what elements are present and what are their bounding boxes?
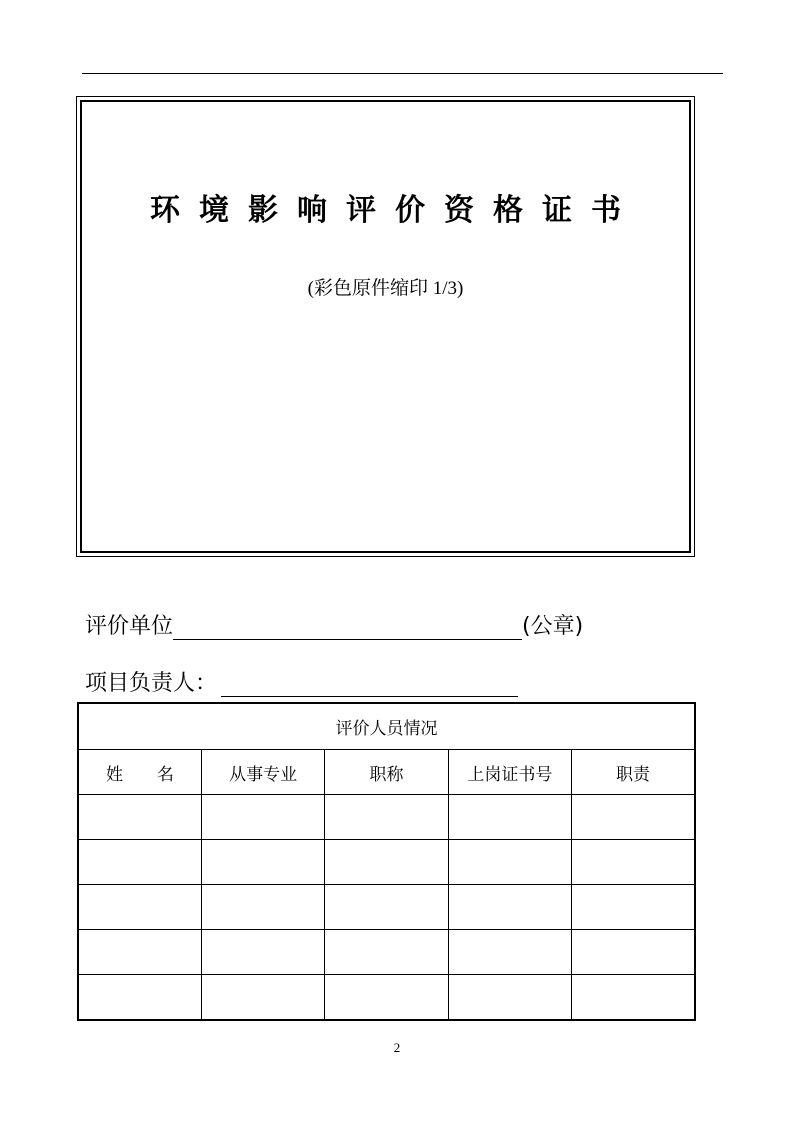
project-leader-field xyxy=(85,666,518,697)
table-cell[interactable] xyxy=(325,975,448,1021)
project-leader-label: 项目负责人： xyxy=(85,671,218,696)
table-cell[interactable] xyxy=(448,840,571,885)
evaluation-unit-field xyxy=(85,609,583,640)
table-cell[interactable] xyxy=(78,795,201,840)
certificate-frame xyxy=(76,96,695,557)
table-cell[interactable] xyxy=(201,975,324,1021)
table-cell[interactable] xyxy=(572,930,695,975)
staff-table-header-row xyxy=(78,750,695,795)
table-cell[interactable] xyxy=(78,840,201,885)
table-cell[interactable] xyxy=(78,930,201,975)
table-cell[interactable] xyxy=(325,930,448,975)
certificate-inner-frame xyxy=(80,100,691,553)
official-seal-note: (公章) xyxy=(522,614,584,639)
table-cell[interactable] xyxy=(572,885,695,930)
staff-table xyxy=(77,702,696,1021)
certificate-note: (彩色原件缩印 1/3) xyxy=(307,278,464,299)
table-cell[interactable] xyxy=(201,840,324,885)
table-row xyxy=(78,795,695,840)
table-cell[interactable] xyxy=(572,840,695,885)
evaluation-unit-blank[interactable] xyxy=(173,617,522,640)
header-certificate-number: 上岗证书号 xyxy=(448,750,571,795)
table-row xyxy=(78,975,695,1021)
table-cell[interactable] xyxy=(78,885,201,930)
table-cell[interactable] xyxy=(448,930,571,975)
table-cell[interactable] xyxy=(78,975,201,1021)
table-cell[interactable] xyxy=(201,885,324,930)
table-row xyxy=(78,840,695,885)
staff-table-caption: 评价人员情况 xyxy=(78,703,695,750)
header-title: 职称 xyxy=(325,750,448,795)
table-row xyxy=(78,930,695,975)
table-cell[interactable] xyxy=(448,795,571,840)
table-cell[interactable] xyxy=(325,885,448,930)
table-cell[interactable] xyxy=(201,795,324,840)
header-specialty: 从事专业 xyxy=(201,750,324,795)
header-name: 姓 名 xyxy=(78,750,201,795)
certificate-title: 环境影响评价资格证书 xyxy=(150,193,640,228)
table-row xyxy=(78,885,695,930)
table-cell[interactable] xyxy=(572,975,695,1021)
table-cell[interactable] xyxy=(325,795,448,840)
header-rule xyxy=(82,73,723,74)
page-number: 2 xyxy=(393,1040,401,1055)
table-cell[interactable] xyxy=(448,975,571,1021)
header-duty: 职责 xyxy=(572,750,695,795)
project-leader-blank[interactable] xyxy=(221,674,518,697)
table-cell[interactable] xyxy=(325,840,448,885)
table-cell[interactable] xyxy=(201,930,324,975)
table-cell[interactable] xyxy=(448,885,571,930)
staff-table-caption-row xyxy=(78,703,695,750)
evaluation-unit-label: 评价单位 xyxy=(85,614,174,639)
table-cell[interactable] xyxy=(572,795,695,840)
